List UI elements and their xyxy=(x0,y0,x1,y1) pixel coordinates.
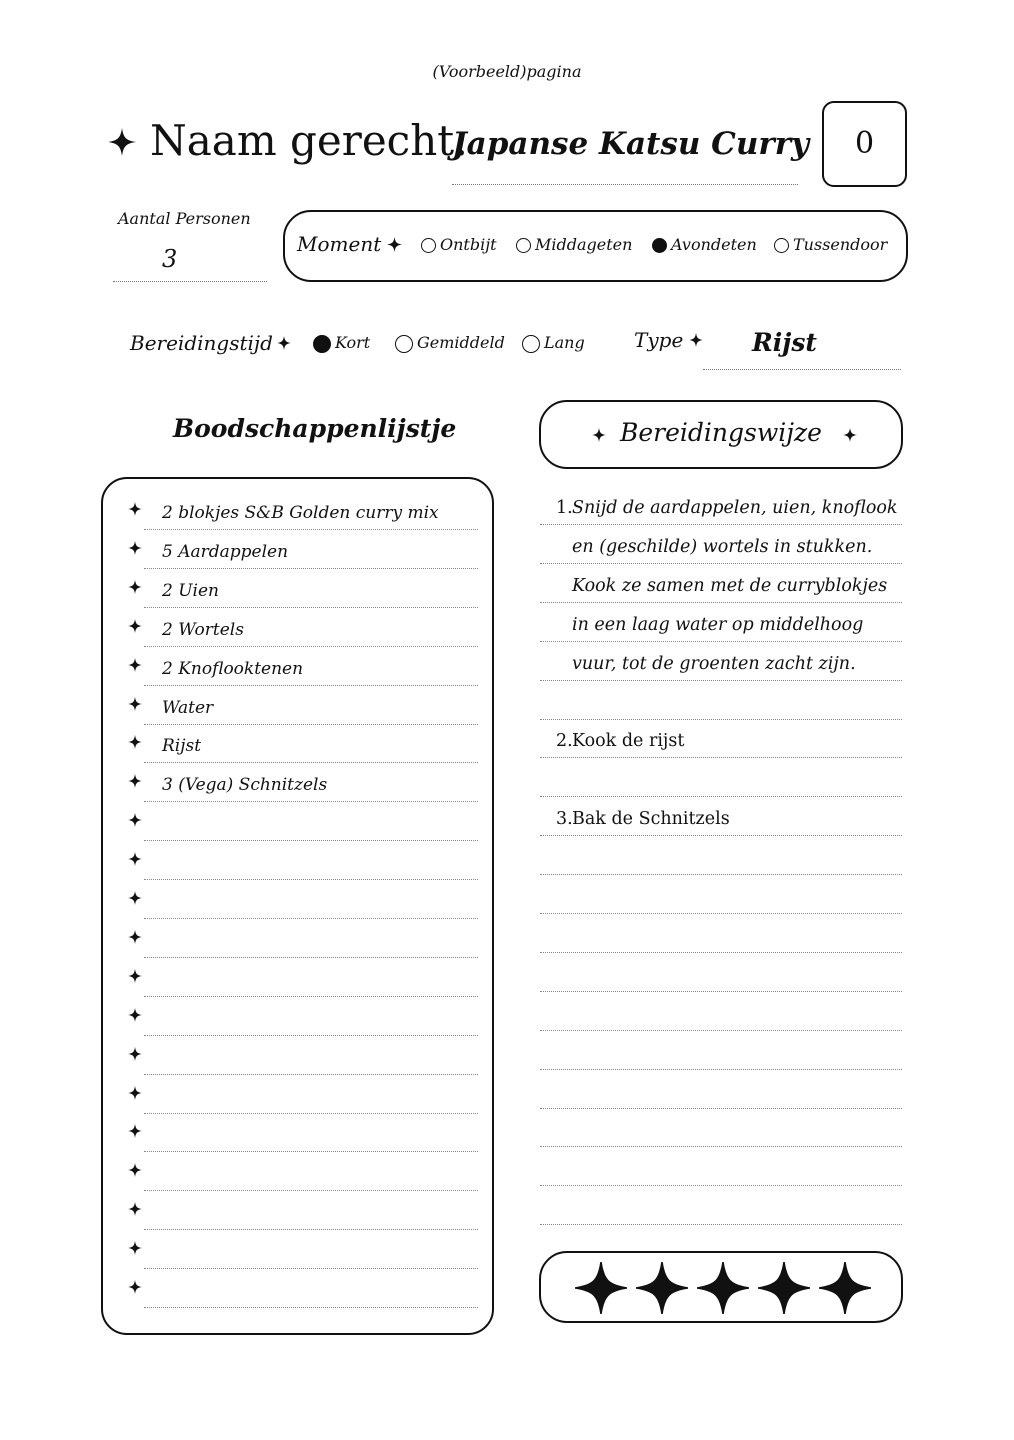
page-subtitle: (Voorbeeld)pagina xyxy=(432,62,582,81)
sparkle-icon xyxy=(128,1201,142,1220)
step-text: en (geschilde) wortels in stukken. xyxy=(572,536,873,557)
list-item-line xyxy=(144,879,478,880)
list-item-line xyxy=(144,529,478,530)
list-item-text: 2 Wortels xyxy=(162,619,244,640)
method-line xyxy=(540,680,902,681)
list-item[interactable] xyxy=(128,925,478,963)
list-item[interactable] xyxy=(128,1003,478,1041)
radio-icon xyxy=(395,335,413,353)
list-item-line xyxy=(144,724,478,725)
moment-option-ontbijt[interactable]: Ontbijt xyxy=(421,235,497,254)
step-text: Kook de rijst xyxy=(572,731,685,752)
rating-star-icon[interactable] xyxy=(575,1262,627,1318)
sparkle-icon xyxy=(128,812,142,831)
persons-label: Aantal Personen xyxy=(118,209,251,228)
method-line xyxy=(540,1069,902,1070)
persons-underline xyxy=(113,281,267,282)
step-text: Kook ze samen met de curryblokjes xyxy=(572,575,888,596)
counter-box[interactable] xyxy=(822,101,907,187)
moment-option-tussendoor[interactable]: Tussendoor xyxy=(774,235,887,254)
rating-star-icon[interactable] xyxy=(697,1262,749,1318)
sparkle-icon xyxy=(128,1162,142,1181)
list-item-text: 2 Knoflooktenen xyxy=(162,658,304,679)
type-label: Type xyxy=(634,328,684,352)
sparkle-icon xyxy=(128,968,142,987)
sparkle-icon xyxy=(128,1240,142,1259)
list-item-line xyxy=(144,607,478,608)
list-item[interactable] xyxy=(128,730,478,768)
sparkle-icon xyxy=(128,501,142,520)
list-item[interactable] xyxy=(128,1236,478,1274)
type-value[interactable]: Rijst xyxy=(752,328,817,357)
prep-time-label: Bereidingstijd xyxy=(130,331,273,355)
list-item-line xyxy=(144,1268,478,1269)
list-item-line xyxy=(144,646,478,647)
list-item-line xyxy=(144,801,478,802)
step-text: Bak de Schnitzels xyxy=(572,809,730,830)
list-item-line xyxy=(144,1035,478,1036)
sparkle-icon xyxy=(277,336,291,350)
list-item-line xyxy=(144,1190,478,1191)
method-line xyxy=(540,602,902,603)
rating-stars[interactable] xyxy=(575,1262,875,1314)
list-item[interactable] xyxy=(128,536,478,574)
method-line xyxy=(540,835,902,836)
moment-option-avondeten[interactable]: Avondeten xyxy=(652,235,757,254)
sparkle-icon xyxy=(128,540,142,559)
radio-icon xyxy=(522,335,540,353)
dish-name-underline xyxy=(452,184,798,185)
list-item[interactable] xyxy=(128,1081,478,1119)
method-line xyxy=(540,1146,902,1147)
list-item-line xyxy=(144,840,478,841)
list-item-line xyxy=(144,1113,478,1114)
sparkle-icon xyxy=(387,237,402,252)
sparkle-icon xyxy=(128,579,142,598)
step-text: in een laag water op middelhoog xyxy=(572,614,864,635)
sparkle-icon xyxy=(128,618,142,637)
sparkle-icon xyxy=(128,1123,142,1142)
sparkle-icon xyxy=(128,851,142,870)
shopping-heading: Boodschappenlijstje xyxy=(173,414,457,443)
method-line xyxy=(540,641,902,642)
sparkle-icon xyxy=(108,128,136,156)
method-line xyxy=(540,952,902,953)
sparkle-icon xyxy=(128,1279,142,1298)
method-line xyxy=(540,524,902,525)
list-item-text: 2 Uien xyxy=(162,580,219,601)
persons-value[interactable]: 3 xyxy=(162,245,178,273)
step-number: 3. xyxy=(556,809,573,830)
list-item[interactable] xyxy=(128,575,478,613)
moment-label: Moment xyxy=(297,232,382,256)
list-item[interactable] xyxy=(128,1042,478,1080)
method-line xyxy=(540,1030,902,1031)
list-item-line xyxy=(144,762,478,763)
prep-option-kort[interactable]: Kort xyxy=(313,333,370,353)
method-heading: Bereidingswijze xyxy=(620,418,822,447)
list-item[interactable] xyxy=(128,1119,478,1157)
method-line xyxy=(540,1108,902,1109)
list-item-text: Water xyxy=(162,697,214,718)
step-number: 2. xyxy=(556,731,573,752)
sparkle-icon xyxy=(128,1046,142,1065)
list-item[interactable] xyxy=(128,886,478,924)
sparkle-icon xyxy=(128,890,142,909)
sparkle-icon xyxy=(592,428,606,442)
list-item[interactable] xyxy=(128,614,478,652)
sparkle-icon xyxy=(128,929,142,948)
method-line xyxy=(540,796,902,797)
list-item-line xyxy=(144,685,478,686)
radio-icon xyxy=(516,238,531,253)
list-item[interactable] xyxy=(128,497,478,535)
method-line xyxy=(540,1185,902,1186)
list-item-line xyxy=(144,918,478,919)
list-item-line xyxy=(144,1151,478,1152)
rating-star-icon[interactable] xyxy=(819,1262,871,1318)
list-item-text: 2 blokjes S&B Golden curry mix xyxy=(162,503,439,523)
list-item[interactable] xyxy=(128,692,478,730)
moment-option-middageten[interactable]: Middageten xyxy=(516,235,632,254)
method-line xyxy=(540,991,902,992)
step-text: Snijd de aardappelen, uien, knoflook xyxy=(572,498,898,518)
list-item-text: 5 Aardappelen xyxy=(162,541,289,562)
list-item-text: 3 (Vega) Schnitzels xyxy=(162,775,328,796)
dish-name-value[interactable]: Japanse Katsu Curry xyxy=(452,126,810,162)
sparkle-icon xyxy=(843,428,857,442)
counter-value: 0 xyxy=(854,126,875,161)
sparkle-icon xyxy=(128,734,142,753)
sparkle-icon xyxy=(128,773,142,792)
list-item[interactable] xyxy=(128,1197,478,1235)
prep-option-gemiddeld[interactable]: Gemiddeld xyxy=(395,333,505,353)
list-item[interactable] xyxy=(128,1158,478,1196)
radio-icon xyxy=(421,238,436,253)
sparkle-icon xyxy=(128,657,142,676)
sparkle-icon xyxy=(689,333,703,347)
list-item[interactable] xyxy=(128,964,478,1002)
sparkle-icon xyxy=(128,1085,142,1104)
radio-selected-icon xyxy=(313,335,331,353)
list-item[interactable] xyxy=(128,847,478,885)
type-underline xyxy=(703,369,901,370)
method-line xyxy=(540,874,902,875)
method-line xyxy=(540,563,902,564)
list-item-line xyxy=(144,568,478,569)
list-item[interactable] xyxy=(128,1275,478,1313)
rating-star-icon[interactable] xyxy=(636,1262,688,1318)
list-item-line xyxy=(144,1307,478,1308)
list-item-line xyxy=(144,996,478,997)
sparkle-icon xyxy=(128,1007,142,1026)
list-item-line xyxy=(144,1074,478,1075)
sparkle-icon xyxy=(128,696,142,715)
list-item-text: Rijst xyxy=(162,736,202,757)
method-line xyxy=(540,757,902,758)
list-item-line xyxy=(144,1229,478,1230)
dish-name-label: Naam gerecht: xyxy=(150,116,469,165)
list-item[interactable] xyxy=(128,808,478,846)
prep-option-lang[interactable]: Lang xyxy=(522,333,585,353)
list-item[interactable] xyxy=(128,769,478,807)
step-number: 1. xyxy=(556,498,573,518)
radio-icon xyxy=(774,238,789,253)
method-line xyxy=(540,913,902,914)
list-item[interactable] xyxy=(128,653,478,691)
rating-star-icon[interactable] xyxy=(758,1262,810,1318)
method-line xyxy=(540,1224,902,1225)
list-item-line xyxy=(144,957,478,958)
radio-selected-icon xyxy=(652,238,667,253)
method-line xyxy=(540,719,902,720)
step-text: vuur, tot de groenten zacht zijn. xyxy=(572,653,856,674)
